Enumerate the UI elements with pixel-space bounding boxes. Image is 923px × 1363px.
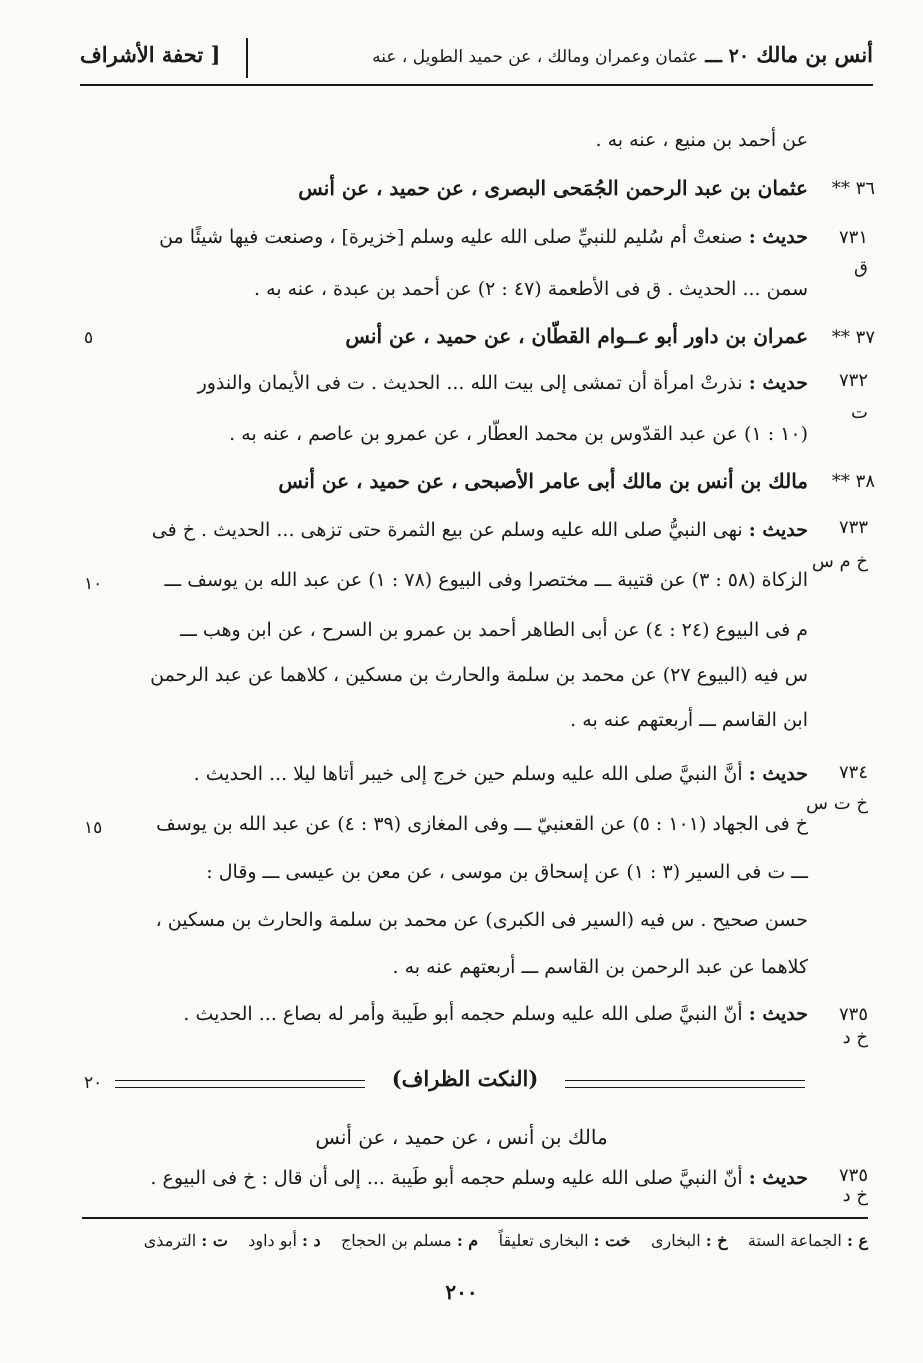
text-line: خ فى الجهاد (١٠١ : ٥) عن القعنبيّ ـــ وفى المغازى (٣٩ : ٤) عن عبد الله بن يوسف <box>156 813 808 835</box>
hadith-line <box>150 1168 808 1190</box>
abbr-entry: م : مسلم بن الحجاج <box>340 1231 479 1250</box>
margin-line-number: ١٥ <box>84 818 103 838</box>
hadith-line <box>198 373 808 395</box>
source-code: ق <box>854 257 868 278</box>
header-number: ٢٠ ـــ <box>705 45 750 67</box>
hadith-number: ٧٣٤ <box>838 762 868 783</box>
abbreviation-key <box>144 1231 868 1250</box>
header-divider <box>246 38 248 78</box>
hadith-number: ٧٣٥ <box>838 1165 868 1186</box>
narrator-heading: عمران بن داور أبو عــوام القطّان ، عن حميد ، عن أنس <box>345 324 808 348</box>
hadith-label: حديث : <box>748 226 808 248</box>
source-code: ت <box>851 402 868 423</box>
text-line: ابن القاسم ـــ أربعتهم عنه به . <box>570 709 808 731</box>
text-line: الزكاة (٥٨ : ٣) عن قتيبة ـــ مختصرا وفى البيوع (٧٨ : ١) عن عبد الله بن يوسف ـــ <box>164 569 808 591</box>
source-code: خ د <box>842 1185 868 1206</box>
hadith-line <box>194 764 808 786</box>
hadith-text: صنعتْ أم سُليم للنبيِّ صلى الله عليه وسلم [خزيرة] ، وصنعت فيها شيئًا من <box>159 226 743 248</box>
abbr-entry: ع : الجماعة الستة <box>747 1231 868 1250</box>
margin-line-number: ١٠ <box>84 574 103 594</box>
text-line: م فى البيوع (٢٤ : ٤) عن أبى الطاهر أحمد بن عمرو بن السرح ، عن ابن وهب ـــ <box>180 619 808 641</box>
hadith-text: أنّ النبيَّ صلى الله عليه وسلم حجمه أبو طَيبة وأمر له بصاع ... الحديث . <box>183 1003 743 1025</box>
hadith-label: حديث : <box>748 763 808 785</box>
hadith-text: نهى النبيُّ صلى الله عليه وسلم عن بيع الثمرة حتى تزهى ... الحديث . خ فى <box>151 519 743 541</box>
hadith-number: ٧٣٣ <box>838 517 868 538</box>
margin-line-number: ٢٠ <box>84 1073 103 1093</box>
header-rule <box>80 84 873 86</box>
hadith-text: أنّ النبيَّ صلى الله عليه وسلم حجمه أبو طَيبة ... إلى أن قال : خ فى البيوع . <box>150 1167 743 1189</box>
narrator-heading: مالك بن أنس بن مالك أبى عامر الأصبحى ، عن حميد ، عن أنس <box>278 469 808 493</box>
header-author: أنس بن مالك <box>756 42 873 67</box>
footer-rule <box>82 1217 868 1219</box>
separator-rule-right <box>565 1080 805 1088</box>
hadith-line <box>183 1004 808 1026</box>
hadith-number: ٧٣٥ <box>838 1004 868 1025</box>
entry-number: ٣٦ ** <box>831 178 875 199</box>
text-line: س فيه (البيوع ٢٧) عن محمد بن سلمة والحارث بن مسكين ، كلاهما عن عبد الرحمن <box>150 664 808 686</box>
hadith-number: ٧٣١ <box>838 227 868 248</box>
hadith-label: حديث : <box>748 1167 808 1189</box>
source-code: خ م س <box>811 551 868 572</box>
hadith-number: ٧٣٢ <box>838 370 868 391</box>
text-line: كلاهما عن عبد الرحمن بن القاسم ـــ أربعتهم عنه به . <box>392 956 808 978</box>
narrator-heading: عثمان بن عبد الرحمن الجُمَحى البصرى ، عن حميد ، عن أنس <box>298 176 808 200</box>
text-line: حسن صحيح . س فيه (السير فى الكبرى) عن محمد بن سلمة والحارث بن مسكين ، <box>155 909 808 931</box>
source-code: خ د <box>842 1027 868 1048</box>
hadith-label: حديث : <box>748 372 808 394</box>
entry-number: ٣٨ ** <box>831 471 875 492</box>
hadith-label: حديث : <box>748 519 808 541</box>
hadith-line <box>152 520 808 542</box>
abbr-entry: خ : البخارى <box>651 1231 728 1250</box>
abbr-entry: ت : الترمذى <box>143 1231 228 1250</box>
hadith-text: أنَّ النبيَّ صلى الله عليه وسلم حين خرج إلى خيبر أتاها ليلا ... الحديث . <box>193 763 743 785</box>
running-header <box>80 38 873 78</box>
source-code: خ ت س <box>806 793 868 814</box>
abbr-entry: خت : البخارى تعليقاً <box>498 1231 631 1250</box>
hadith-text: نذرتْ امرأة أن تمشى إلى بيت الله ... الحديث . ت فى الأيمان والنذور <box>197 372 743 394</box>
page-number: ٢٠٠ <box>445 1280 478 1304</box>
abbr-entry: د : أبو داود <box>248 1231 321 1250</box>
text-line: عن أحمد بن منيع ، عنه به . <box>595 129 808 151</box>
entry-number: ٣٧ ** <box>831 327 875 348</box>
separator-rule-left <box>115 1080 365 1088</box>
text-line: ـــ ت فى السير (٣ : ١) عن إسحاق بن موسى ، عن معن بن عيسى ـــ وقال : <box>206 861 808 883</box>
text-line: سمن ... الحديث . ق فى الأطعمة (٤٧ : ٢) عن أحمد بن عبدة ، عنه به . <box>254 278 808 300</box>
hadith-label: حديث : <box>748 1003 808 1025</box>
hadith-line <box>159 227 808 249</box>
text-line: (١٠ : ١) عن عبد القدّوس بن محمد العطّار ، عن عمرو بن عاصم ، عنه به . <box>229 423 808 445</box>
header-right <box>372 42 873 67</box>
section-title: (النكت الظراف) <box>391 1066 539 1091</box>
header-book-title: [ تحفة الأشراف <box>80 42 221 67</box>
margin-line-number: ٥ <box>84 328 94 348</box>
section-heading: مالك بن أنس ، عن حميد ، عن أنس <box>315 1125 608 1149</box>
header-subtitle: عثمان وعمران ومالك ، عن حميد الطويل ، عنه <box>372 47 698 67</box>
